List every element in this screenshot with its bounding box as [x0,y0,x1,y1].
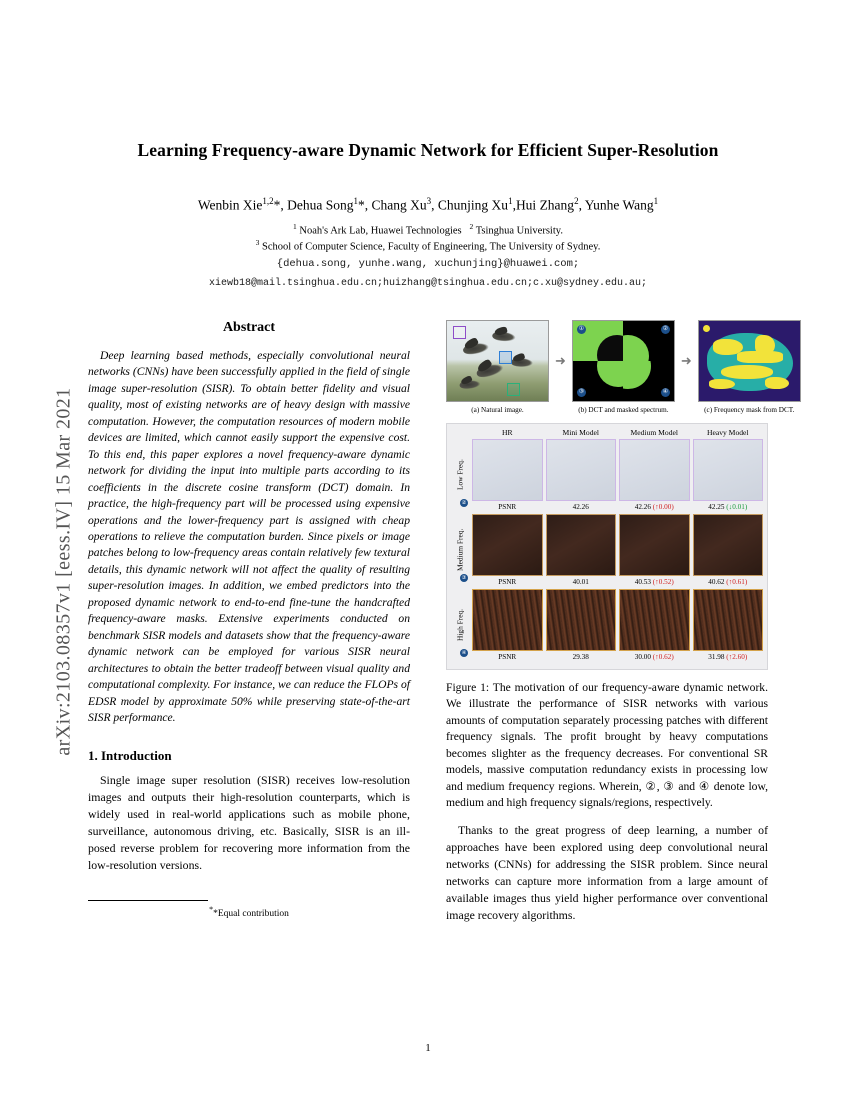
row-label-text-high: High Freq. [455,608,465,642]
page-number: 1 [425,1042,431,1054]
grid-row-high-freq [451,589,763,661]
patch-cell-hr-high [472,589,543,661]
metric-medium-medium: 40.53 (↑0.52) [634,578,674,586]
affiliation-line-2: $^3$ School of Computer Science, Faculty of Engineering, The University of Sydney. [255,238,601,253]
model-comparison-grid [446,423,768,670]
row-label-low-freq [451,439,469,511]
metric-hr-low: PSNR [498,503,517,511]
patch-image-heavy-medium [693,514,764,576]
column-header-hr: HR [501,428,513,437]
figure-panel-c [698,320,801,414]
patch-cell-mini-high [546,589,617,661]
row-label-text-low: Low Freq. [455,459,465,491]
introduction-body [88,772,410,874]
selection-medium-freq [499,351,512,364]
figure-subcaption-a: (a) Natural image. [471,406,524,414]
right-column [446,320,795,930]
introduction-heading: 1. Introduction [88,748,172,764]
quadrant-label-2: ② [662,326,669,332]
row-marker-medium-freq: ③ [461,575,467,581]
patch-cell-medium-high [619,589,690,661]
frequency-mask-image [698,320,801,402]
metric-mini-low: 42.26 [572,503,589,511]
grid-row-low-freq [451,439,763,511]
metric-medium-low: 42.26 (↑0.00) [634,503,674,511]
grid-row-medium-freq [451,514,763,586]
column-header-mini: Mini Model [562,428,599,437]
figure-panel-b [572,320,675,414]
metric-mini-medium: 40.01 [572,578,589,586]
arxiv-stamp: arXiv:2103.08357v1 [eess.IV] 15 Mar 2021 [52,387,75,756]
row-label-text-medium: Medium Freq. [455,528,465,572]
right-column-paragraph-1: Thanks to the great progress of deep learning, a number of approaches have been explored using deep convolutional neural networks (CNNs) for addressing the SISR problem. Since neural networks can capture more information from a large amount of available images thus yield higher performance over conventional image recovery algorithms. [446,822,768,922]
abstract-text: Deep learning based methods, especially convolutional neural networks (CNNs) have been successfully applied in the field of single image super-resolution (SISR). To obtain better fidelity and visual quality, most of existing networks are of heavy design with massive computation. However, the computation resources of modern mobile devices are limited, which cannot easily support the expensive cost. To this end, this paper explores a novel frequency-aware dynamic network for dividing the input into multiple parts according to its coefficients in the discrete cosine transform (DCT) domain. In practice, the high-frequency part will be processed using expensive operations and the lower-frequency part is assigned with cheap operations to relieve the computation burden. Since pixels or image patches belong to low-frequency areas contain relatively few textural details, this dynamic network will not affect the quality of resulting super-resolution images. In addition, we embed predictors into the proposed dynamic network to end-to-end fine-tune the handcrafted frequency-aware masks. Extensive experiments conducted on benchmark SISR models and datasets show that the frequency-aware dynamic network can be employed for various SISR neural architectures to obtain the better tradeoff between visual quality and computational complexity. For instance, we can reduce the FLOPs of EDSR model by approximate 50% while preserving state-of-the-art SISR performance. [88,349,410,724]
left-column [88,320,410,919]
patch-image-hr-low [472,439,543,501]
quadrant-label-1: ① [578,326,585,332]
row-marker-low-freq: ② [461,500,467,506]
metric-heavy-high: 31.98 (↑2.60) [708,653,748,661]
abstract-body [88,348,410,726]
patch-image-mini-medium [546,514,617,576]
paper-page [88,0,795,1100]
patch-cell-hr-low [472,439,543,511]
footnote-text: *Equal contribution [213,909,289,920]
patch-cell-medium-medium [619,514,690,586]
row-marker-high-freq: ④ [461,650,467,656]
abstract-heading: Abstract [222,320,276,335]
quadrant-label-3: ③ [578,389,585,395]
patch-image-hr-high [472,589,543,651]
affiliation-line-1: $^1$ Noah's Ark Lab, Huawei Technologies $^2$ Tsinghua University. [293,222,563,237]
patch-image-mini-low [546,439,617,501]
email-line-1: {dehua.song, yunhe.wang, xuchunjing}@huawei.com; [276,258,580,270]
patch-cell-heavy-medium [693,514,764,586]
natural-image [446,320,549,402]
dct-spectrum-image [572,320,675,402]
email-line-2: xiewb18@mail.tsinghua.edu.cn;huizhang@tsinghua.edu.cn;c.xu@sydney.edu.au; [208,278,648,289]
figure-top-row [446,320,795,414]
grid-header-row [451,428,763,437]
row-label-medium-freq [451,514,469,586]
footnote: **Equal contribution [209,905,289,920]
selection-high-freq [507,383,520,396]
patch-cell-heavy-low [693,439,764,511]
figure-subcaption-c: (c) Frequency mask from DCT. [704,406,795,414]
footnote-rule [88,900,208,901]
metric-hr-high: PSNR [498,653,517,661]
patch-image-heavy-high [693,589,764,651]
metric-mini-high: 29.38 [572,653,589,661]
column-header-heavy: Heavy Model [706,428,749,437]
selection-low-freq [453,326,466,339]
figure-panel-a [446,320,549,414]
figure-1 [446,320,795,812]
column-header-medium: Medium Model [630,428,678,437]
figure-subcaption-b: (b) DCT and masked spectrum. [578,406,669,414]
page-title: Learning Frequency-aware Dynamic Network for Efficient Super-Resolution [137,140,719,160]
patch-image-medium-low [619,439,690,501]
patch-cell-mini-low [546,439,617,511]
patch-cell-medium-low [619,439,690,511]
introduction-paragraph-1: Single image super resolution (SISR) receives low-resolution images and outputs their high-resolution counterparts, which is widely used in real-world applications such as mobile phone, surveillance, autonomous driving, etc. Basically, SISR is an ill-posed reverse problem for recovering more information from the low-resolution versions. [88,773,410,873]
author-list: Wenbin Xie$^{1,2}$*, Dehua Song$^1$*, Chang Xu$^3$, Chunjing Xu$^1$,Hui Zhang$^2$, Yunhe Wang$^1$ [197,196,659,213]
metric-heavy-medium: 40.62 (↑0.61) [708,578,748,586]
patch-cell-hr-medium [472,514,543,586]
arrow-icon-2: ➜ [680,353,692,368]
patch-image-heavy-low [693,439,764,501]
patch-cell-mini-medium [546,514,617,586]
quadrant-label-4: ④ [662,389,669,395]
patch-image-medium-high [619,589,690,651]
metric-hr-medium: PSNR [498,578,517,586]
metric-heavy-low: 42.25 (↓0.01) [708,503,748,511]
patch-image-medium-medium [619,514,690,576]
figure-caption: Figure 1: The motivation of our frequency-aware dynamic network. We illustrate the performance of SISR networks with various amounts of computation separately processing patches with different frequency signals. The profit brought by heavy computations becomes slighter as the frequency decreases. For conventional SR models, massive computation redundancy exists in processing low and medium frequency regions. Wherein, ②, ③ and ④ denote low, medium and high frequency signals/regions, respectively. [446,681,768,810]
patch-image-mini-high [546,589,617,651]
row-label-high-freq [451,589,469,661]
right-column-body [446,822,768,924]
arrow-icon-1: ➜ [555,353,566,368]
patch-cell-heavy-high [693,589,764,661]
patch-image-hr-medium [472,514,543,576]
metric-medium-high: 30.00 (↑0.62) [634,653,674,661]
